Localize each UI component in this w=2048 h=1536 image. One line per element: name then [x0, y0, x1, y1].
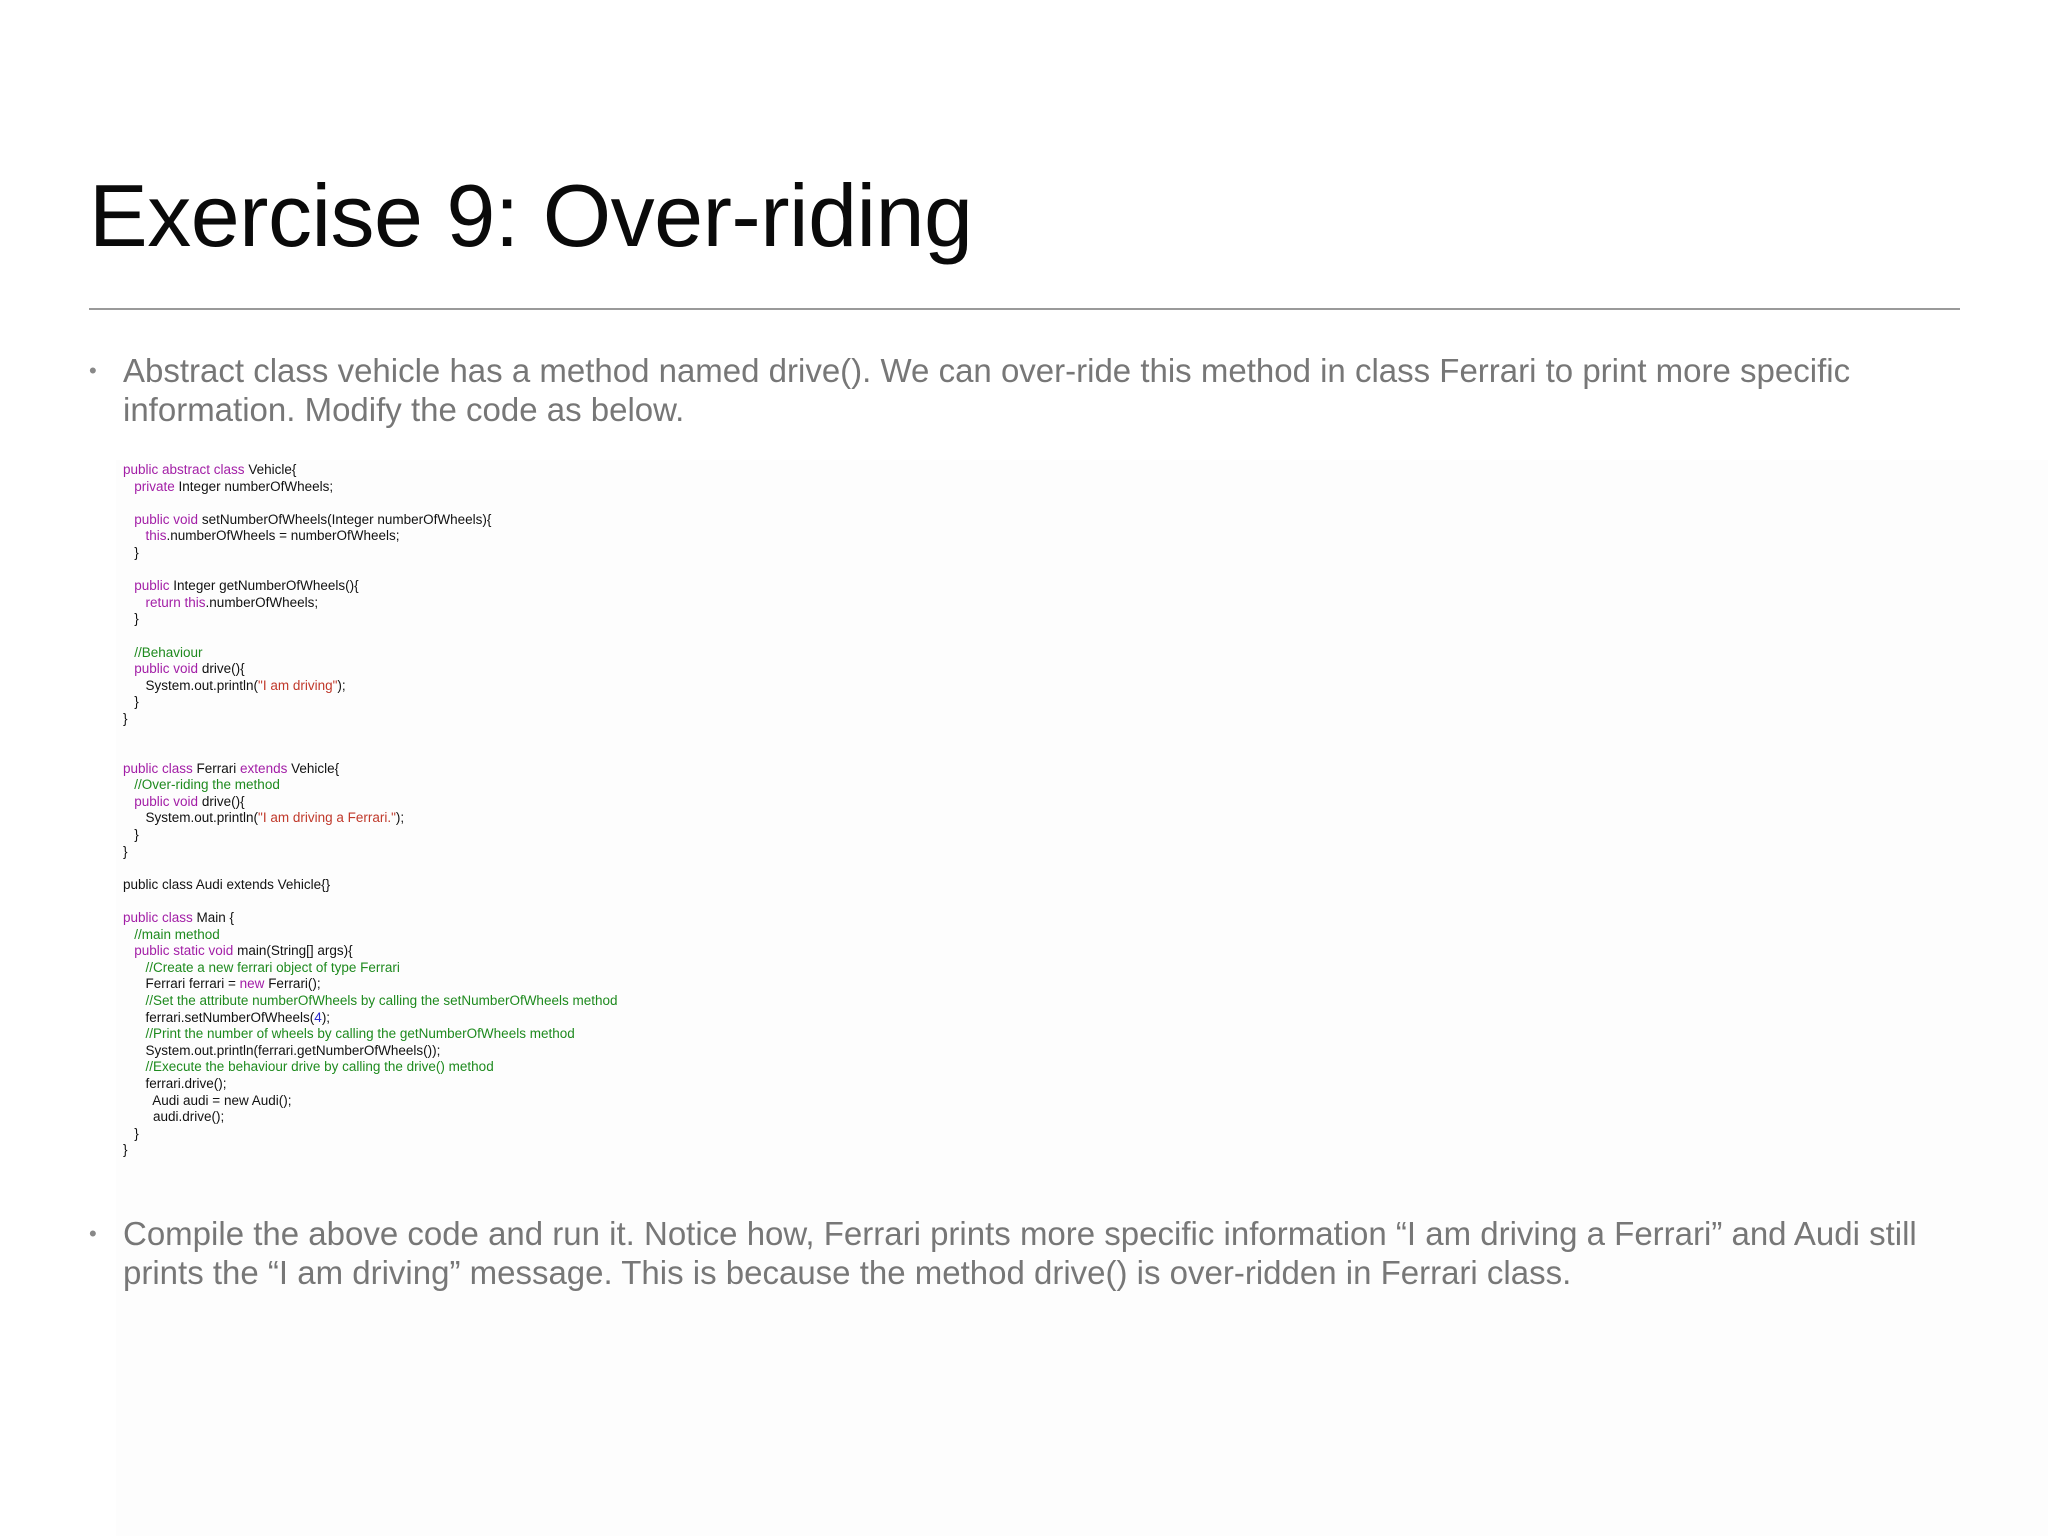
code-line: [123, 678, 618, 695]
code-text: [123, 993, 146, 1008]
code-text: ferrari.drive();: [123, 1075, 227, 1091]
bullet-marker: •: [89, 1221, 97, 1246]
code-line: [123, 728, 618, 745]
code-line: [123, 827, 618, 844]
code-line: [123, 1043, 618, 1060]
code-keyword: public void: [134, 661, 202, 677]
code-text: setNumberOfWheels(Integer numberOfWheels){: [201, 511, 492, 527]
code-keyword: public void: [134, 793, 202, 809]
code-text: Main {: [196, 910, 235, 926]
bullet-item-intro: [89, 351, 1969, 429]
code-text: .numberOfWheels;: [205, 594, 319, 610]
code-keyword: this: [145, 528, 167, 544]
code-text: [123, 645, 134, 660]
code-string: "I am driving": [258, 677, 338, 693]
code-line: [123, 1126, 618, 1143]
code-text: [123, 794, 134, 809]
code-text: [123, 777, 134, 792]
code-text: [123, 1026, 146, 1041]
bullet-marker: •: [89, 358, 97, 383]
code-string: "I am driving a Ferrari.": [258, 810, 396, 826]
code-text: public class Audi extends Vehicle{}: [123, 876, 331, 892]
code-comment: //main method: [134, 926, 220, 942]
code-text: Integer getNumberOfWheels(){: [173, 578, 359, 594]
code-line: [123, 960, 618, 977]
code-line: [123, 1093, 618, 1110]
code-text: );: [321, 1009, 331, 1025]
code-text: [123, 578, 134, 593]
code-line: [123, 1010, 618, 1027]
code-text: }: [123, 611, 139, 627]
code-line: [123, 1026, 618, 1043]
code-keyword: public class: [123, 910, 197, 926]
code-line: [123, 512, 618, 529]
code-text: }: [123, 710, 128, 726]
code-line: [123, 761, 618, 778]
code-line: [123, 694, 618, 711]
code-text: main(String[] args){: [237, 943, 353, 959]
code-text: }: [123, 544, 139, 560]
code-text: }: [123, 1125, 139, 1141]
code-text: }: [123, 843, 128, 859]
code-snippet: [123, 462, 618, 1159]
code-line: [123, 943, 618, 960]
code-text: drive(){: [201, 661, 245, 677]
code-text: drive(){: [201, 793, 245, 809]
code-line: [123, 495, 618, 512]
code-comment: //Execute the behaviour drive by calling the drive() method: [145, 1059, 494, 1075]
bullet-text: Abstract class vehicle has a method named drive(). We can over-ride this method in class Ferrari to print more specific information. Modify the code as below.: [123, 352, 1851, 428]
code-line: [123, 927, 618, 944]
code-keyword: return this: [145, 594, 206, 610]
code-line: [123, 877, 618, 894]
code-comment: //Behaviour: [134, 644, 203, 660]
code-line: [123, 844, 618, 861]
code-comment: //Print the number of wheels by calling the getNumberOfWheels method: [145, 1026, 575, 1042]
code-text: [123, 512, 134, 527]
code-line: [123, 976, 618, 993]
code-text: [123, 960, 146, 975]
code-text: Integer numberOfWheels;: [178, 478, 334, 494]
code-text: System.out.println(: [123, 810, 259, 826]
code-text: Vehicle{: [248, 462, 297, 477]
code-line: [123, 794, 618, 811]
code-text: );: [395, 810, 405, 826]
code-text: [123, 661, 134, 676]
code-line: [123, 1076, 618, 1093]
code-text: [123, 528, 146, 543]
code-keyword: private: [134, 478, 179, 494]
code-line: [123, 744, 618, 761]
code-text: Ferrari: [196, 760, 241, 776]
code-line: [123, 893, 618, 910]
code-line: [123, 1109, 618, 1126]
code-line: [123, 860, 618, 877]
code-text: ferrari.setNumberOfWheels(: [123, 1009, 315, 1025]
code-line: [123, 661, 618, 678]
code-line: [123, 645, 618, 662]
code-text: Vehicle{: [291, 760, 340, 776]
code-comment: //Set the attribute numberOfWheels by calling the setNumberOfWheels method: [145, 993, 618, 1008]
code-keyword: public class: [123, 760, 197, 776]
code-text: }: [123, 694, 139, 710]
code-text: audi.drive();: [123, 1109, 225, 1125]
code-line: [123, 578, 618, 595]
code-line: [123, 628, 618, 645]
code-text: .numberOfWheels = numberOfWheels;: [166, 528, 400, 544]
code-line: [123, 810, 618, 827]
code-text: [123, 927, 134, 942]
code-text: }: [123, 827, 139, 843]
code-text: Ferrari ferrari =: [123, 976, 240, 992]
code-text: System.out.println(ferrari.getNumberOfWheels());: [123, 1042, 441, 1058]
code-line: [123, 1059, 618, 1076]
code-line: [123, 910, 618, 927]
code-keyword: extends: [240, 760, 292, 776]
code-text: System.out.println(: [123, 677, 259, 693]
code-line: [123, 1142, 618, 1159]
code-text: );: [337, 677, 346, 693]
code-text: [123, 595, 146, 610]
code-line: [123, 528, 618, 545]
code-comment: //Over-riding the method: [134, 777, 280, 793]
code-line: [123, 545, 618, 562]
code-keyword: new: [239, 976, 269, 992]
code-keyword: public void: [134, 511, 202, 527]
code-line: [123, 479, 618, 496]
code-text: }: [123, 1142, 128, 1158]
bullet-item-conclusion: [89, 1214, 1969, 1292]
code-keyword: public: [134, 578, 174, 594]
code-text: [123, 1059, 146, 1074]
code-text: Ferrari();: [268, 976, 321, 992]
code-text: [123, 479, 134, 494]
bullet-text: Compile the above code and run it. Notice how, Ferrari prints more specific information “I am driving a Ferrari” and Audi still prints the “I am driving” message. This is because the method drive() is over-ridden in Ferrari class.: [123, 1215, 1917, 1291]
code-text: Audi audi = new Audi();: [123, 1092, 292, 1108]
title-divider: [89, 308, 1960, 310]
code-line: [123, 711, 618, 728]
code-line: [123, 562, 618, 579]
code-text: [123, 943, 134, 958]
code-line: [123, 993, 618, 1010]
code-line: [123, 777, 618, 794]
code-number: 4: [314, 1009, 322, 1025]
code-keyword: public abstract class: [123, 462, 249, 477]
code-line: [123, 611, 618, 628]
code-keyword: public static void: [134, 943, 238, 959]
code-comment: //Create a new ferrari object of type Ferrari: [145, 959, 400, 975]
code-line: [123, 462, 618, 479]
slide-title: Exercise 9: Over-riding: [89, 166, 973, 265]
code-line: [123, 595, 618, 612]
